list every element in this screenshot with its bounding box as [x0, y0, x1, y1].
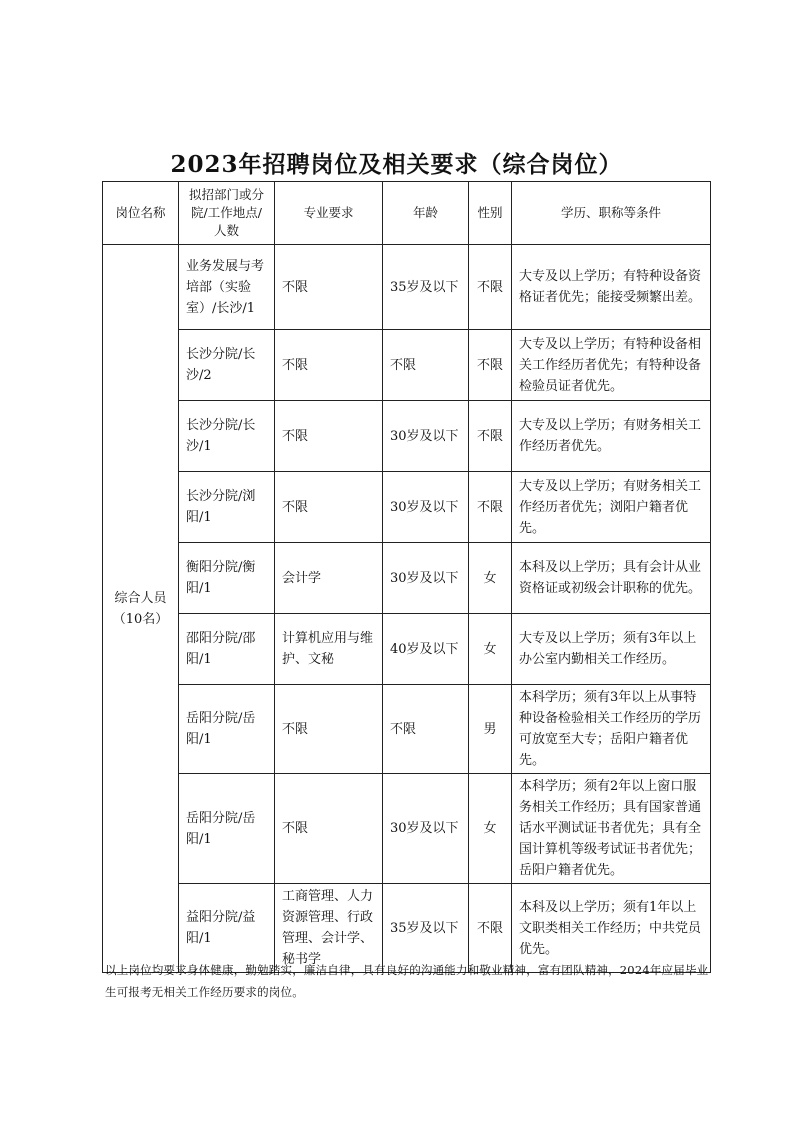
table-row — [103, 774, 711, 884]
dept-cell: 益阳分院/益阳/1 — [179, 884, 275, 973]
dept-cell: 岳阳分院/岳阳/1 — [179, 685, 275, 774]
qualification-cell: 大专及以上学历；有财务相关工作经历者优先；浏阳户籍者优先。 — [512, 472, 711, 543]
age-cell: 35岁及以下 — [383, 884, 469, 973]
major-cell: 不限 — [275, 774, 383, 884]
qualification-cell: 大专及以上学历；有财务相关工作经历者优先。 — [512, 401, 711, 472]
qualification-cell: 本科学历；须有3年以上从事特种设备检验相关工作经历的学历可放宽至大专；岳阳户籍者优先。 — [512, 685, 711, 774]
table-header-row — [103, 182, 711, 245]
major-cell: 不限 — [275, 685, 383, 774]
header-gender: 性别 — [469, 182, 512, 245]
dept-cell: 业务发展与考培部（实验室）/长沙/1 — [179, 245, 275, 330]
position-name-cell: 综合人员（10名） — [103, 245, 179, 973]
qualification-cell: 大专及以上学历；须有3年以上办公室内勤相关工作经历。 — [512, 614, 711, 685]
table-row — [103, 685, 711, 774]
qualification-cell: 本科学历；须有2年以上窗口服务相关工作经历；具有国家普通话水平测试证书者优先；具有全国计算机等级考试证书者优先；岳阳户籍者优先。 — [512, 774, 711, 884]
gender-cell: 不限 — [469, 472, 512, 543]
header-major: 专业要求 — [275, 182, 383, 245]
major-cell: 不限 — [275, 401, 383, 472]
major-cell: 不限 — [275, 330, 383, 401]
qualification-cell: 本科及以上学历；须有1年以上文职类相关工作经历；中共党员优先。 — [512, 884, 711, 973]
gender-cell: 不限 — [469, 884, 512, 973]
header-position: 岗位名称 — [103, 182, 179, 245]
header-dept: 拟招部门或分院/工作地点/人数 — [179, 182, 275, 245]
table-row — [103, 543, 711, 614]
dept-cell: 岳阳分院/岳阳/1 — [179, 774, 275, 884]
table-row — [103, 472, 711, 543]
header-qualification: 学历、职称等条件 — [512, 182, 711, 245]
age-cell: 30岁及以下 — [383, 472, 469, 543]
major-cell: 会计学 — [275, 543, 383, 614]
dept-cell: 长沙分院/浏阳/1 — [179, 472, 275, 543]
gender-cell: 不限 — [469, 401, 512, 472]
age-cell: 30岁及以下 — [383, 543, 469, 614]
age-cell: 35岁及以下 — [383, 245, 469, 330]
age-cell: 不限 — [383, 330, 469, 401]
dept-cell: 邵阳分院/邵阳/1 — [179, 614, 275, 685]
table-row — [103, 614, 711, 685]
age-cell: 不限 — [383, 685, 469, 774]
qualification-cell: 大专及以上学历；有特种设备资格证者优先；能接受频繁出差。 — [512, 245, 711, 330]
gender-cell: 女 — [469, 774, 512, 884]
gender-cell: 不限 — [469, 330, 512, 401]
major-cell: 计算机应用与维护、文秘 — [275, 614, 383, 685]
footnote: 以上岗位均要求身体健康，勤勉踏实，廉洁自律，具有良好的沟通能力和敬业精神，富有团队精神，2024年应届毕业生可报考无相关工作经历要求的岗位。 — [105, 963, 709, 999]
dept-cell: 衡阳分院/衡阳/1 — [179, 543, 275, 614]
age-cell: 30岁及以下 — [383, 774, 469, 884]
recruitment-table — [102, 181, 711, 973]
table-row — [103, 330, 711, 401]
document-title: 2023年招聘岗位及相关要求（综合岗位） — [170, 151, 623, 178]
gender-cell: 女 — [469, 543, 512, 614]
dept-cell: 长沙分院/长沙/1 — [179, 401, 275, 472]
major-cell: 工商管理、人力资源管理、行政管理、会计学、秘书学 — [275, 884, 383, 973]
major-cell: 不限 — [275, 245, 383, 330]
qualification-cell: 大专及以上学历；有特种设备相关工作经历者优先；有特种设备检验员证者优先。 — [512, 330, 711, 401]
table-row — [103, 401, 711, 472]
age-cell: 40岁及以下 — [383, 614, 469, 685]
dept-cell: 长沙分院/长沙/2 — [179, 330, 275, 401]
age-cell: 30岁及以下 — [383, 401, 469, 472]
gender-cell: 女 — [469, 614, 512, 685]
qualification-cell: 本科及以上学历；具有会计从业资格证或初级会计职称的优先。 — [512, 543, 711, 614]
table-row — [103, 245, 711, 330]
gender-cell: 不限 — [469, 245, 512, 330]
header-age: 年龄 — [383, 182, 469, 245]
gender-cell: 男 — [469, 685, 512, 774]
major-cell: 不限 — [275, 472, 383, 543]
